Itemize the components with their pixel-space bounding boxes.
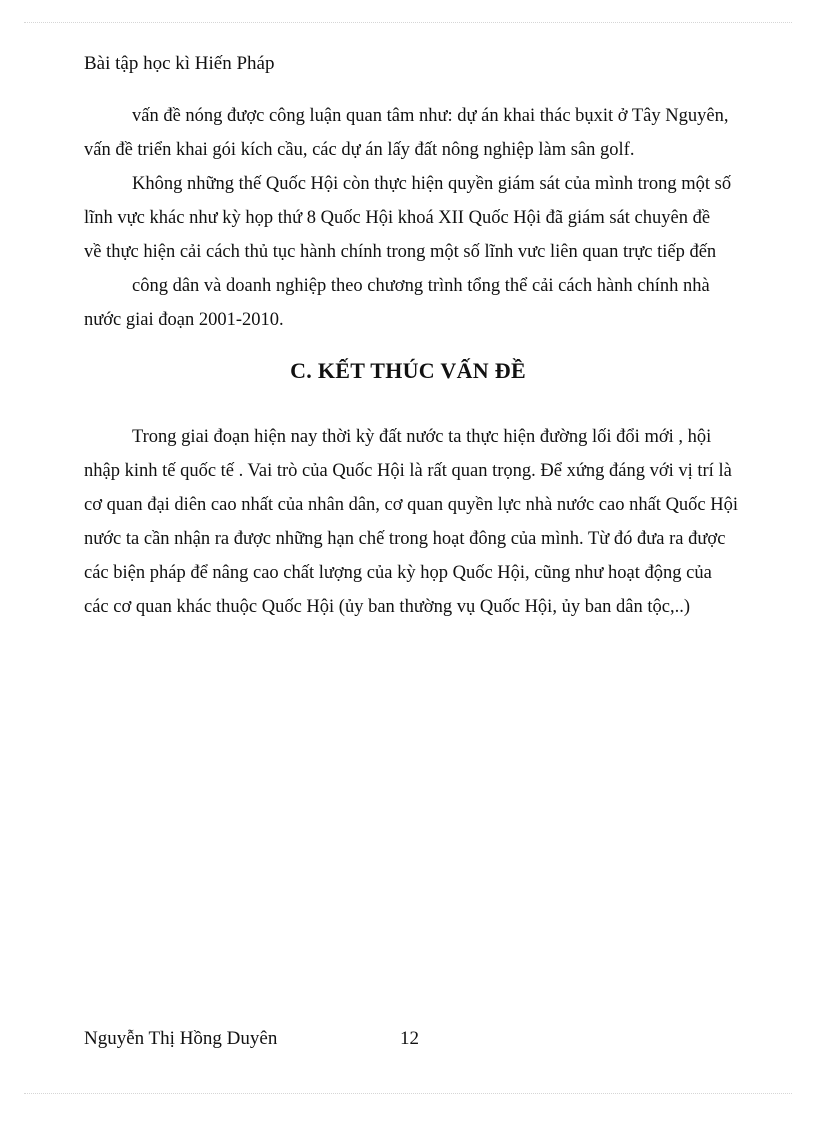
text-line: lĩnh vực khác như kỳ họp thứ 8 Quốc Hội khoá XII Quốc Hội đã giám sát chuyên đề bbox=[84, 208, 711, 228]
text-line: Không những thế Quốc Hội còn thực hiện quyền giám sát của mình trong một số bbox=[132, 174, 732, 194]
text-line: vấn đề nóng được công luận quan tâm như: dự án khai thác bụxit ở Tây Nguyên, bbox=[132, 106, 729, 126]
text-line: vấn đề triển khai gói kích cầu, các dự án lấy đất nông nghiệp làm sân golf. bbox=[84, 140, 635, 160]
text-line: cơ quan đại diên cao nhất của nhân dân, cơ quan quyền lực nhà nước cao nhất Quốc Hội bbox=[84, 495, 739, 515]
text-line: các cơ quan khác thuộc Quốc Hội (ủy ban thường vụ Quốc Hội, ủy ban dân tộc,..) bbox=[84, 597, 691, 617]
text-line: nước giai đoạn 2001-2010. bbox=[84, 310, 284, 330]
text-line: công dân và doanh nghiệp theo chương trình tổng thể cải cách hành chính nhà bbox=[132, 276, 710, 296]
section-c-paragraph bbox=[84, 420, 744, 624]
text-line: nhập kinh tế quốc tế . Vai trò của Quốc Hội là rất quan trọng. Để xứng đáng với vị trí là bbox=[84, 461, 732, 481]
section-c-heading: C. KẾT THÚC VẤN ĐỀ bbox=[290, 358, 526, 383]
continued-text-block bbox=[84, 99, 744, 337]
text-line: các biện pháp để nâng cao chất lượng của kỳ họp Quốc Hội, cũng như hoạt động của bbox=[84, 563, 712, 583]
page-header: Bài tập học kì Hiến Pháp bbox=[84, 53, 275, 74]
text-line: về thực hiện cải cách thủ tục hành chính trong một số lĩnh vưc liên quan trực tiếp đến bbox=[84, 242, 717, 262]
text-line: Trong giai đoạn hiện nay thời kỳ đất nước ta thực hiện đường lối đổi mới , hội bbox=[132, 427, 712, 447]
footer-author: Nguyễn Thị Hồng Duyên bbox=[84, 1028, 278, 1049]
text-line: nước ta cần nhận ra được những hạn chế trong hoạt đông của mình. Từ đó đưa ra được bbox=[84, 529, 726, 549]
page-number: 12 bbox=[400, 1028, 419, 1049]
